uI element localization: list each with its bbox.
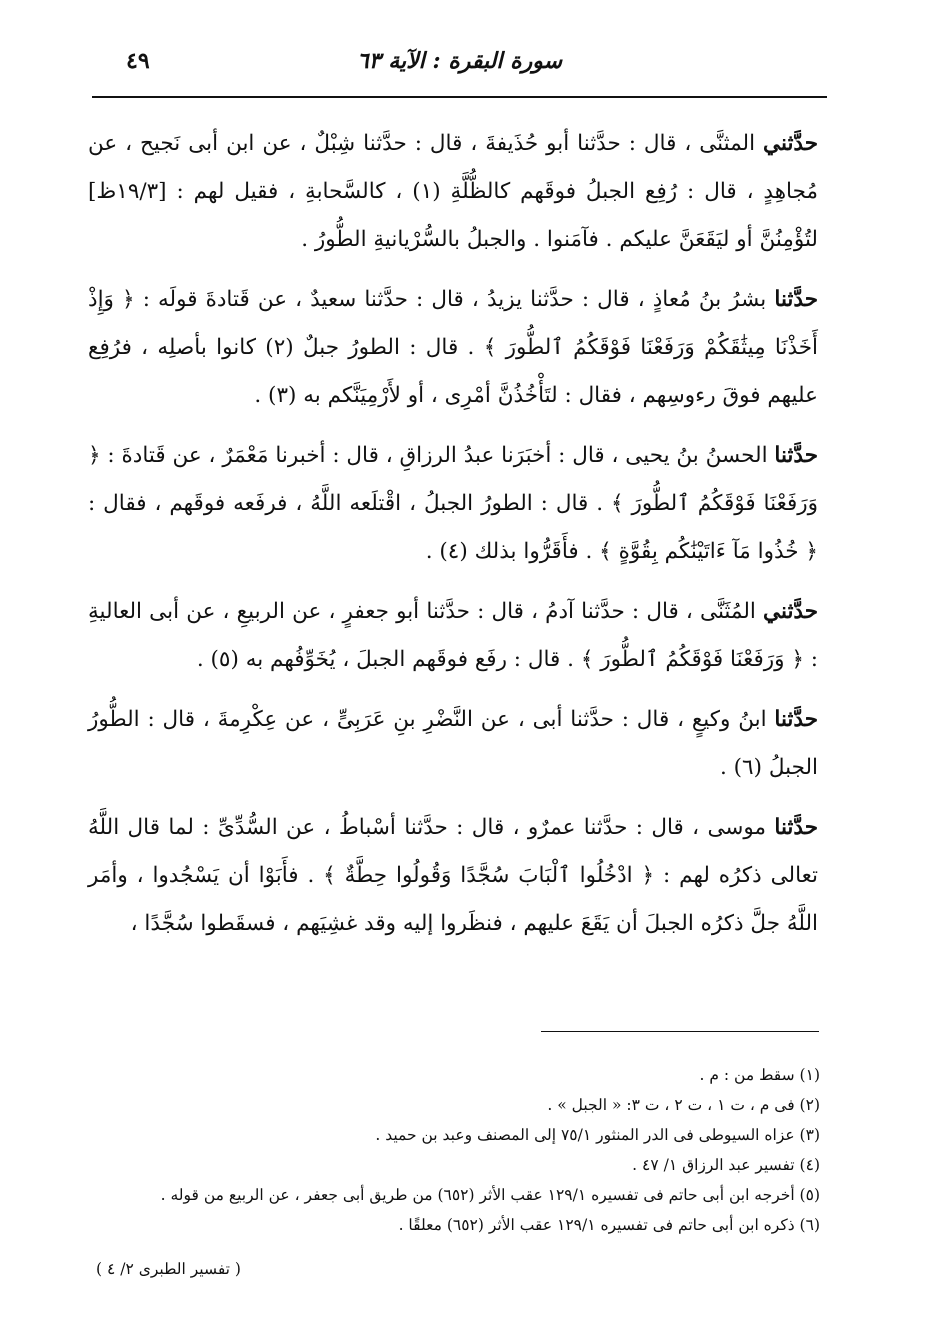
main-text xyxy=(88,120,818,960)
paragraph-3 xyxy=(88,432,818,576)
paragraph-2 xyxy=(88,276,818,420)
paragraph-text: المثنَّى ، قال : حدَّثنا أبو حُذَيفةَ ، قال : حدَّثنا شِبْلٌ ، عن ابن أبى نَجيح ، عن مُجاهِدٍ ، قال : رُفِع الجبلُ فوقَهم كالظُّلَّةِ (١) ، كالسَّحابةِ ، فقيل لهم : [١٩/٣ظ] لتُؤْمِنُنَّ أو ليَقَعَنَّ عليكم . فآمَنوا . والجبلُ بالسُّرْيانيةِ الطُّورُ . xyxy=(88,131,818,252)
paragraph-text: ابنُ وكيعٍ ، قال : حدَّثنا أبى ، عن النَّضْرِ بنِ عَرَبِىٍّ ، عن عِكْرِمةَ ، قال : الطُّورُ الجبلُ (٦) . xyxy=(88,707,818,780)
footnote-separator xyxy=(541,1031,819,1032)
paragraph-lead: حدَّثنا xyxy=(774,287,818,312)
paragraph-lead: حدَّثني xyxy=(763,599,818,624)
paragraph-4 xyxy=(88,588,818,684)
footnote-4: (٤) تفسير عبد الرزاق ١/ ٤٧ . xyxy=(632,1156,820,1174)
paragraph-text: بشرُ بنُ مُعاذٍ ، قال : حدَّثنا يزيدُ ، قال : حدَّثنا سعيدٌ ، عن قَتادةَ قولَه : ﴿ وَإِذْ أَخَذْنَا مِيثَٰقَكُمْ وَرَفَعْنَا فَوْقَكُمُ ٱلطُّورَ ﴾ . قال : الطورُ جبلٌ (٢) كانوا بأصلِه ، فرُفِع عليهم فوقَ رءوسِهم ، فقال : لتَأْخُذُنَّ أمْرِى ، أو لأَرْمِيَنَّكم به (٣) . xyxy=(88,287,819,408)
footnote-3: (٣) عزاه السيوطى فى الدر المنثور ٧٥/١ إلى المصنف وعبد بن حميد . xyxy=(375,1126,820,1144)
paragraph-lead: حدَّثني xyxy=(763,131,818,156)
footnote-6: (٦) ذكره ابن أبى حاتم فى تفسيره ١٢٩/١ عقب الأثر (٦٥٢) معلقًا . xyxy=(398,1216,820,1234)
paragraph-5 xyxy=(88,696,818,792)
footnote-1: (١) سقط من : م . xyxy=(699,1066,820,1084)
paragraph-text: المُثَنَّى ، قال : حدَّثنا آدمُ ، قال : حدَّثنا أبو جعفرٍ ، عن الربيعِ ، عن أبى العاليةِ : ﴿ وَرَفَعْنَا فَوْقَكُمُ ٱلطُّورَ ﴾ . قال : رفَع فوقَهم الجبلَ ، يُخَوِّفُهم به (٥) . xyxy=(88,599,818,672)
running-title: سورة البقرة : الآية ٦٣ xyxy=(356,48,563,74)
footnote-2: (٢) فى م ، ت ١ ، ت ٢ ، ت ٣: « الجبل » . xyxy=(547,1096,820,1114)
footnotes xyxy=(60,1060,820,1240)
paragraph-text: موسى ، قال : حدَّثنا عمرٌو ، قال : حدَّثنا أسْباطُ ، عن السُّدِّىِّ : لما قال اللَّهُ تعالى ذكرُه لهم : ﴿ ادْخُلُوا ٱلْبَابَ سُجَّدًا وَقُولُوا حِطَّةٌ ﴾ . فأَبَوْا أن يَسْجُدوا ، وأمَر اللَّهُ جلَّ ذكرُه الجبلَ أن يَقَعَ عليهم ، فنظَروا إليه وقد غشِيَهم ، فسقَطوا سُجَّدًا ، xyxy=(88,815,818,936)
paragraph-lead: حدَّثنا xyxy=(774,815,818,840)
page-number: ٤٩ xyxy=(126,48,150,74)
paragraph-text: الحسنُ بنُ يحيى ، قال : أخبَرَنا عبدُ الرزاقِ ، قال : أخبرنا مَعْمَرٌ ، عن قَتادةَ : ﴿ وَرَفَعْنَا فَوْقَكُمُ ٱلطُّورَ ﴾ . قال : الطورُ الجبلُ ، اقْتلَعه اللَّهُ ، فرفَعه فوقَهم ، فقال : ﴿ خُذُوا مَآ ءَاتَيْنَٰكُم بِقُوَّةٍ ﴾ . فأَقَرُّوا بذلك (٤) . xyxy=(88,443,818,564)
paragraph-lead: حدَّثنا xyxy=(774,707,818,732)
footnote-5: (٥) أخرجه ابن أبى حاتم فى تفسيره ١٢٩/١ عقب الأثر (٦٥٢) من طريق أبى جعفر ، عن الربيع من قوله . xyxy=(160,1186,820,1204)
paragraph-6 xyxy=(88,804,818,948)
paragraph-1 xyxy=(88,120,818,264)
page-header xyxy=(92,40,827,90)
header-rule xyxy=(92,96,827,98)
volume-signature: ( تفسير الطبرى ٢/ ٤ ) xyxy=(96,1260,241,1278)
paragraph-lead: حدَّثنا xyxy=(774,443,818,468)
